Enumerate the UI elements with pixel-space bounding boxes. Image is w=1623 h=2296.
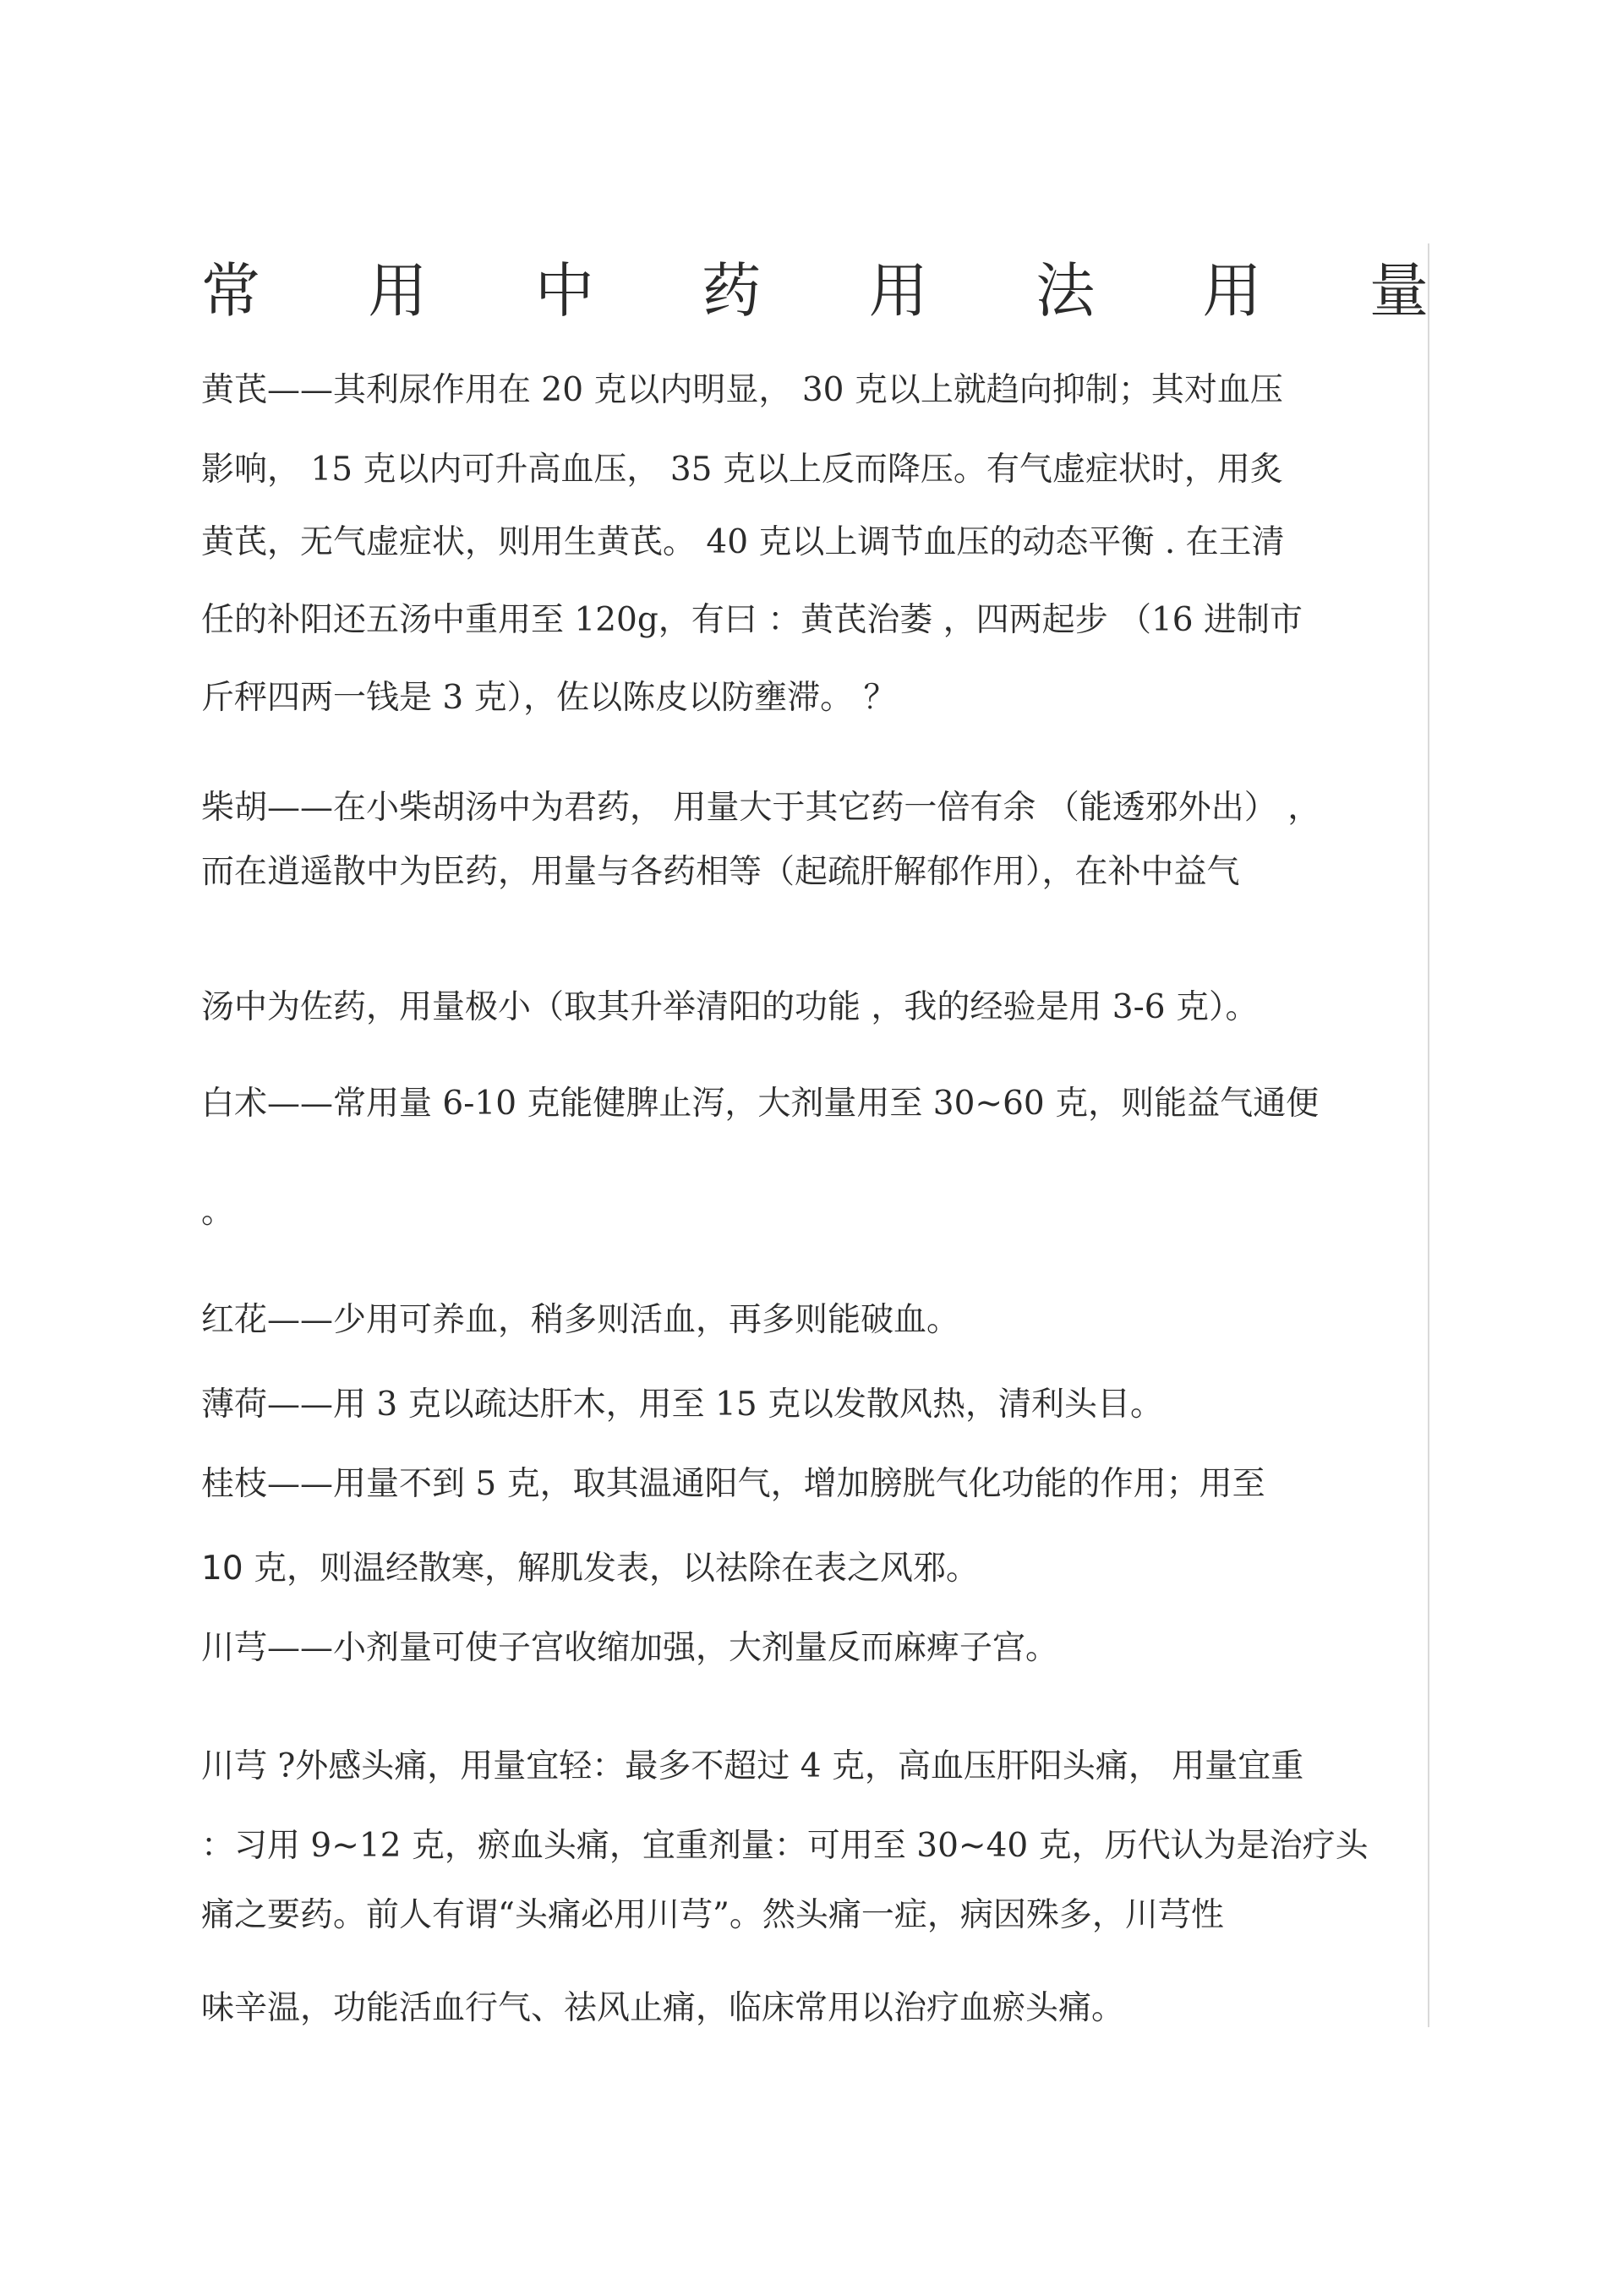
paragraph-line: 川芎——小剂量可使子宫收缩加强，大剂量反而麻痺子宫。 (201, 1629, 1059, 1667)
paragraph-line: 10 克，则温经散寒，解肌发表，以祛除在表之风邪。 (201, 1550, 980, 1588)
paragraph-line: 川芎 ?外感头痛，用量宜轻：最多不超过 4 克，高血压肝阳头痛， 用量宜重 (201, 1747, 1304, 1785)
title-char: 药 (702, 255, 762, 325)
page-title (201, 242, 1429, 330)
paragraph-line: 黄芪——其利尿作用在 20 克以内明显， 30 克以上就趋向抑制；其对血压 (201, 371, 1283, 409)
paragraph-line: 白术——常用量 6-10 克能健脾止泻，大剂量用至 30~60 克，则能益气通便 (201, 1085, 1320, 1123)
paragraph-line: 而在逍遥散中为臣药，用量与各药相等（起疏肝解郁作用），在补中益气 (201, 853, 1240, 891)
paragraph-line: 桂枝——用量不到 5 克，取其温通阳气，增加膀胱气化功能的作用；用至 (201, 1465, 1265, 1503)
paragraph-line: ：习用 9~12 克，瘀血头痛，宜重剂量：可用至 30~40 克，历代认为是治疗头 (201, 1827, 1369, 1865)
paragraph-line: 痛之要药。前人有谓“头痛必用川芎”。然头痛一症，病因殊多，川芎性 (201, 1896, 1224, 1934)
paragraph-line: 味辛温，功能活血行气、祛风止痛，临床常用以治疗血瘀头痛。 (201, 1989, 1125, 2027)
paragraph-line: 薄荷——用 3 克以疏达肝木，用至 15 克以发散风热，清利头目。 (201, 1386, 1164, 1424)
paragraph-line: 斤秤四两一钱是 3 克），佐以陈皮以防壅滞。 ？ (201, 679, 897, 717)
title-char: 常 (201, 255, 260, 325)
title-char: 法 (1036, 255, 1096, 325)
paragraph-line: 黄芪，无气虚症状，则用生黄芪。 40 克以上调节血压的动态平衡 . 在王清 (201, 523, 1285, 561)
right-margin-rule (1428, 243, 1429, 2027)
paragraph-line: 红花——少用可养血，稍多则活血，再多则能破血。 (201, 1301, 960, 1339)
title-char: 用 (368, 255, 428, 325)
paragraph-line: 。 (201, 1193, 235, 1231)
title-char: 用 (868, 255, 928, 325)
paragraph-line: 任的补阳还五汤中重用至 120g，有曰 ：黄芪治萎 ，四两起步 （16 进制市 (201, 601, 1303, 639)
paragraph-line: 汤中为佐药，用量极小（取其升举清阳的功能 ，我的经验是用 3-6 克）。 (201, 988, 1259, 1026)
paragraph-line: 柴胡——在小柴胡汤中为君药， 用量大于其它药一倍有余 （能透邪外出） ， (201, 789, 1321, 827)
title-char: 中 (534, 255, 594, 325)
title-char: 用 (1202, 255, 1262, 325)
title-char: 量 (1369, 255, 1429, 325)
paragraph-line: 影响， 15 克以内可升高血压， 35 克以上反而降压。有气虚症状时，用炙 (201, 451, 1283, 489)
